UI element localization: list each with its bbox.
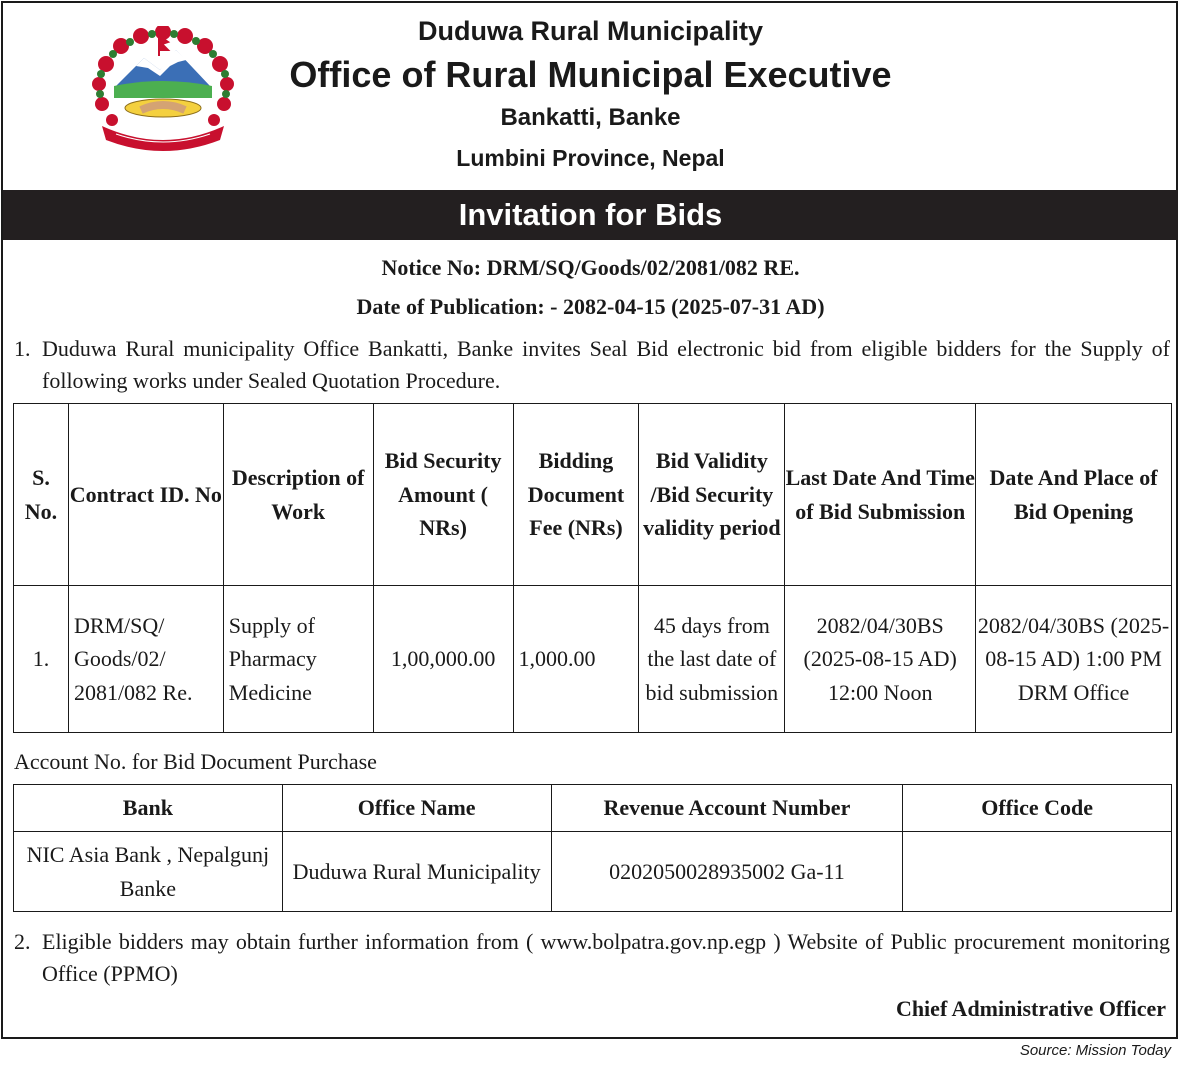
notice-number: Notice No: DRM/SQ/Goods/02/2081/082 RE. xyxy=(381,255,800,280)
col-header-validity: Bid Validity /Bid Security validity period xyxy=(639,404,785,586)
bid-table-header-row xyxy=(14,404,1172,586)
cell-bid-security: 1,00,000.00 xyxy=(373,586,513,733)
col-header-office-name: Office Name xyxy=(282,785,551,832)
cell-document-fee: 1,000.00 xyxy=(513,586,639,733)
office-title: Office of Rural Municipal Executive xyxy=(289,54,892,95)
table-row xyxy=(14,832,1172,912)
cell-opening: 2082/04/30BS (2025-08-15 AD) 1:00 PM DRM Office xyxy=(976,586,1172,733)
cell-validity: 45 days from the last date of bid submission xyxy=(639,586,785,733)
cell-sn: 1. xyxy=(14,586,69,733)
col-header-bid-security: Bid Security Amount ( NRs) xyxy=(373,404,513,586)
paragraph-2 xyxy=(14,926,1170,990)
account-table xyxy=(13,784,1172,912)
account-table-header-row xyxy=(14,785,1172,832)
cell-office-name: Duduwa Rural Municipality xyxy=(282,832,551,912)
cell-bank: NIC Asia Bank , Nepalgunj Banke xyxy=(14,832,283,912)
paragraph-2-number: 2. xyxy=(14,929,31,954)
col-header-account-number: Revenue Account Number xyxy=(551,785,903,832)
municipality-name: Duduwa Rural Municipality xyxy=(417,16,764,46)
col-header-bank: Bank xyxy=(14,785,283,832)
account-section-label: Account No. for Bid Document Purchase xyxy=(14,749,377,774)
office-province: Lumbini Province, Nepal xyxy=(456,145,725,171)
table-row xyxy=(14,586,1172,733)
paragraph-1-number: 1. xyxy=(14,336,31,361)
source-credit: Source: Mission Today xyxy=(1019,1042,1171,1059)
invitation-banner: Invitation for Bids xyxy=(3,190,1178,240)
paragraph-1 xyxy=(14,333,1170,397)
col-header-office-code: Office Code xyxy=(903,785,1172,832)
office-location: Bankatti, Banke xyxy=(500,104,681,131)
col-header-sn: S. No. xyxy=(14,404,69,586)
cell-account-number: 0202050028935002 Ga-11 xyxy=(551,832,903,912)
signature-title: Chief Administrative Officer xyxy=(895,996,1166,1021)
col-header-last-date: Last Date And Time of Bid Submission xyxy=(785,404,976,586)
col-header-description: Description of Work xyxy=(223,404,373,586)
col-header-document-fee: Bidding Document Fee (NRs) xyxy=(513,404,639,586)
cell-contract-id: DRM/SQ/ Goods/02/ 2081/082 Re. xyxy=(68,586,223,733)
cell-office-code xyxy=(903,832,1172,912)
publication-date: Date of Publication: - 2082-04-15 (2025-07-31 AD) xyxy=(356,294,825,319)
bid-table xyxy=(13,403,1172,733)
paragraph-2-text: Eligible bidders may obtain further information from ( www.bolpatra.gov.np.egp ) Website of Public procurement monitoring Office (PPMO) xyxy=(42,929,1170,986)
col-header-contract-id: Contract ID. No xyxy=(68,404,223,586)
paragraph-1-text: Duduwa Rural municipality Office Bankatti, Banke invites Seal Bid electronic bid from eligible bidders for the Supply of following works under Sealed Quotation Procedure. xyxy=(42,336,1170,393)
cell-description: Supply of Pharmacy Medicine xyxy=(223,586,373,733)
col-header-opening: Date And Place of Bid Opening xyxy=(976,404,1172,586)
cell-last-date: 2082/04/30BS (2025-08-15 AD) 12:00 Noon xyxy=(785,586,976,733)
